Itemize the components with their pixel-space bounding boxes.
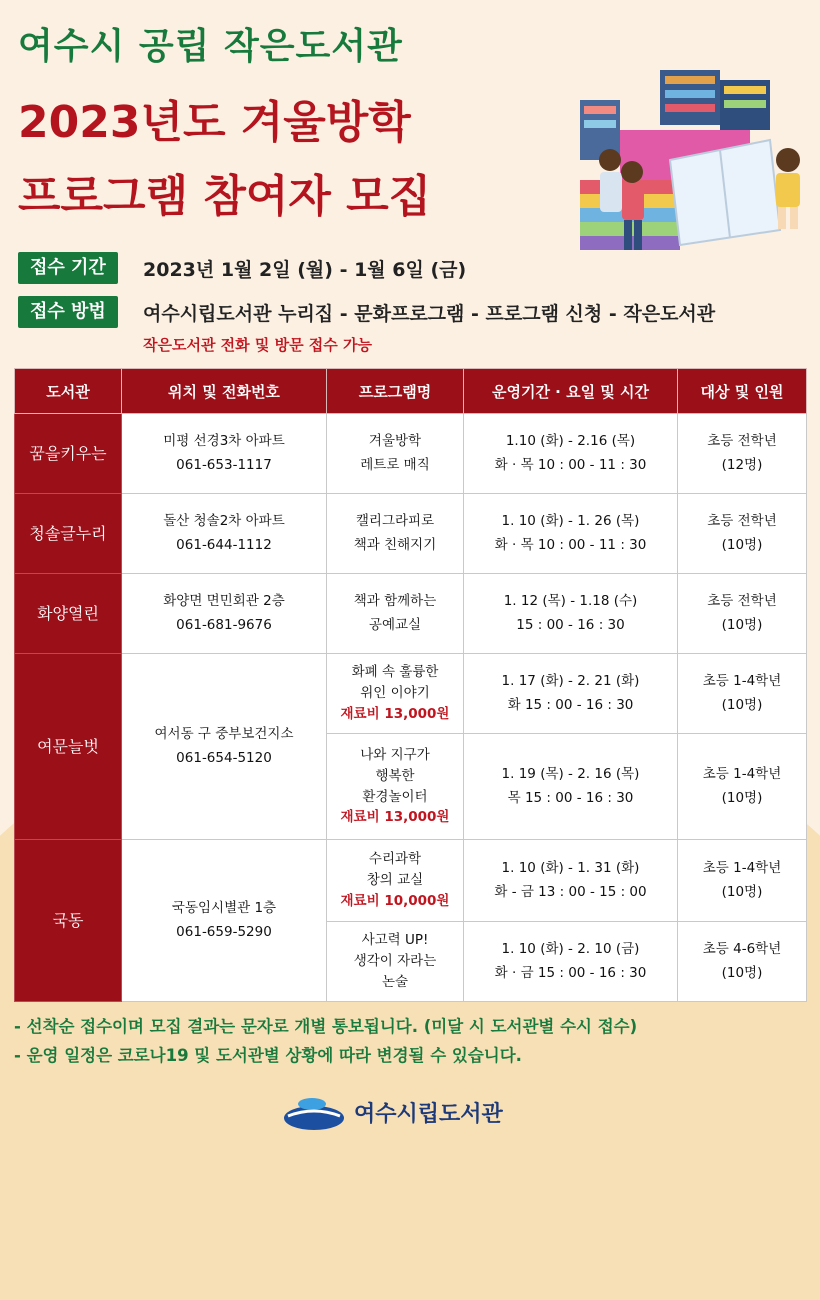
program-name-cell: 나와 지구가 행복한 환경놀이터 재료비 13,000원 (327, 734, 464, 840)
location-cell: 돌산 청솔2차 아파트 061-644-1112 (122, 494, 327, 574)
location-cell: 화양면 면민회관 2층 061-681-9676 (122, 574, 327, 654)
note-line: - 운영 일정은 코로나19 및 도서관별 상황에 따라 변경될 수 있습니다. (14, 1046, 522, 1065)
library-name: 국동 (15, 840, 122, 1002)
library-logo-icon (282, 1092, 346, 1132)
target-cell: 초등 1-4학년 (10명) (678, 654, 807, 734)
table-row (15, 494, 807, 574)
target-cell: 초등 4-6학년 (10명) (678, 922, 807, 1002)
program-name-cell: 책과 함께하는 공예교실 (327, 574, 464, 654)
library-name: 여문늘벗 (15, 654, 122, 840)
location-cell: 여서동 구 중부보건지소 061-654-5120 (122, 654, 327, 840)
note-line: - 선착순 접수이며 모집 결과는 문자로 개별 통보됩니다. (미달 시 도서관별 수시 접수) (14, 1017, 638, 1036)
header-schedule: 운영기간 · 요일 및 시간 (464, 369, 678, 414)
target-cell: 초등 전학년 (10명) (678, 494, 807, 574)
footer-logo (282, 1092, 503, 1132)
location-cell: 국동임시별관 1층 061-659-5290 (122, 840, 327, 1002)
header-location: 위치 및 전화번호 (122, 369, 327, 414)
schedule-cell: 1. 17 (화) - 2. 21 (화) 화 15 : 00 - 16 : 30 (464, 654, 678, 734)
schedule-cell: 1. 12 (목) - 1.18 (수) 15 : 00 - 16 : 30 (464, 574, 678, 654)
fee-label: 재료비 13,000원 (340, 809, 450, 826)
target-cell: 초등 전학년 (10명) (678, 574, 807, 654)
fee-label: 재료비 10,000원 (340, 892, 450, 909)
notes (14, 1012, 637, 1070)
reception-method-value: 여수시립도서관 누리집 - 문화프로그램 - 프로그램 신청 - 작은도서관 (143, 303, 716, 325)
table-header-row (15, 369, 807, 414)
program-name-cell: 수리과학 창의 교실 재료비 10,000원 (327, 840, 464, 922)
schedule-cell: 1.10 (화) - 2.16 (목) 화 · 목 10 : 00 - 11 : 30 (464, 414, 678, 494)
title-line-1: 여수시 공립 작은도서관 (18, 26, 403, 67)
table-row (15, 840, 807, 922)
program-name-cell: 겨울방학 레트로 매직 (327, 414, 464, 494)
location-cell: 미평 선경3차 아파트 061-653-1117 (122, 414, 327, 494)
library-name: 화양열린 (15, 574, 122, 654)
table-row (15, 574, 807, 654)
library-name: 청솔글누리 (15, 494, 122, 574)
schedule-cell: 1. 10 (화) - 1. 31 (화) 화 - 금 13 : 00 - 15 : 00 (464, 840, 678, 922)
schedule-cell: 1. 10 (화) - 1. 26 (목) 화 · 목 10 : 00 - 11 : 30 (464, 494, 678, 574)
header-library: 도서관 (15, 369, 122, 414)
target-cell: 초등 전학년 (12명) (678, 414, 807, 494)
table-row (15, 654, 807, 734)
header-program: 프로그램명 (327, 369, 464, 414)
target-cell: 초등 1-4학년 (10명) (678, 734, 807, 840)
program-table (14, 368, 807, 1002)
title-line-3: 프로그램 참여자 모집 (18, 171, 432, 222)
library-name: 꿈을키우는 (15, 414, 122, 494)
program-name-cell: 캘리그라피로 책과 친해지기 (327, 494, 464, 574)
schedule-cell: 1. 10 (화) - 2. 10 (금) 화 · 금 15 : 00 - 16 : 30 (464, 922, 678, 1002)
reception-period-value: 2023년 1월 2일 (월) - 1월 6일 (금) (143, 259, 467, 281)
reception-method-note: 작은도서관 전화 및 방문 접수 가능 (143, 336, 372, 354)
title-line-2: 2023년도 겨울방학 (18, 97, 411, 148)
schedule-cell: 1. 19 (목) - 2. 16 (목) 목 15 : 00 - 16 : 30 (464, 734, 678, 840)
table-row (15, 414, 807, 494)
program-name-cell: 화폐 속 훌륭한 위인 이야기 재료비 13,000원 (327, 654, 464, 734)
reception-method-tag: 접수 방법 (18, 296, 118, 328)
logo-text: 여수시립도서관 (354, 1101, 503, 1127)
children-with-books-illustration (570, 60, 810, 260)
target-cell: 초등 1-4학년 (10명) (678, 840, 807, 922)
program-name-cell: 사고력 UP! 생각이 자라는 논술 (327, 922, 464, 1002)
header-target: 대상 및 인원 (678, 369, 807, 414)
reception-period-tag: 접수 기간 (18, 252, 118, 284)
fee-label: 재료비 13,000원 (340, 705, 450, 722)
